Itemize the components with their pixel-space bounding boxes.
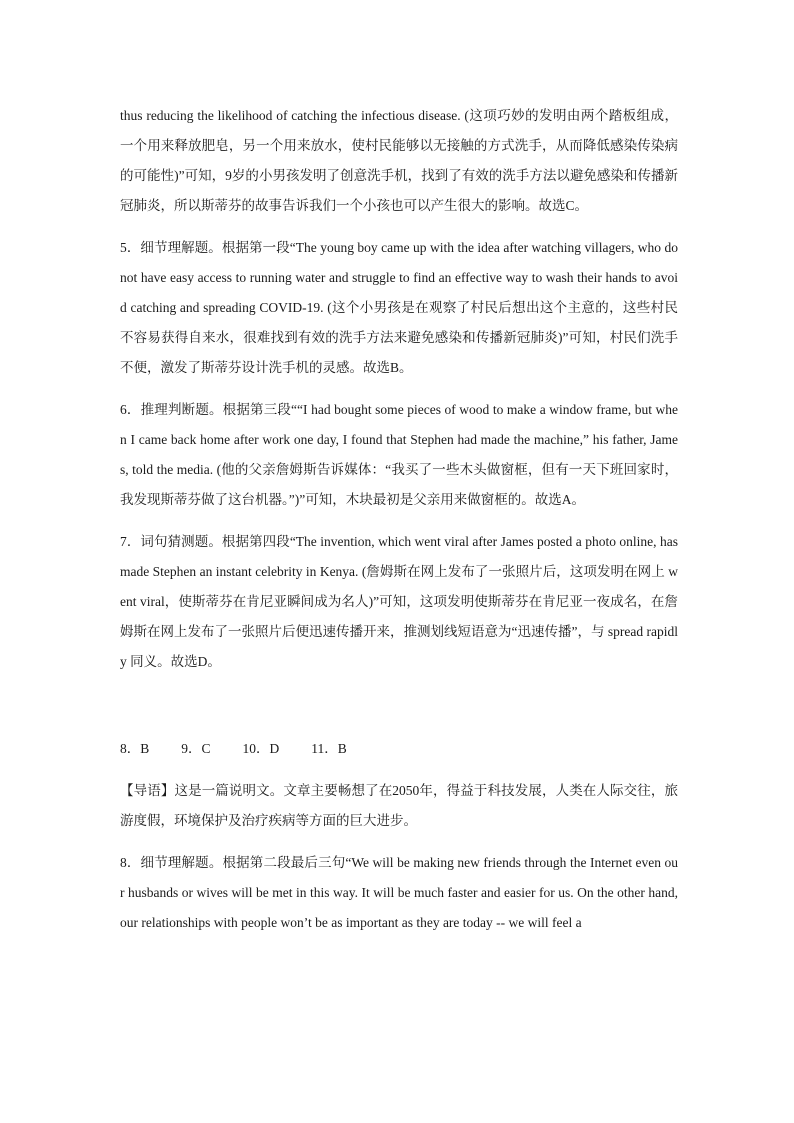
answer-key-row (120, 734, 678, 764)
document-page (120, 101, 678, 950)
paragraph-question-5: 5．细节理解题。根据第一段“The young boy came up with the idea after watching villagers, who do not have easy access to running water and struggle to find an effective way to wash their hands to avoid catching and spreading COVID-19. (这个小男孩是在观察了村民后想出这个主意的，这些村民不容易获得自来水，很难找到有效的洗手方法来避免感染和传播新冠肺炎)”可知，村民们洗手不便，激发了斯蒂芬设计洗手机的灵感。故选B。 (120, 240, 678, 375)
paragraph-answer-4-explanation: thus reducing the likelihood of catching the infectious disease. (这项巧妙的发明由两个踏板组成，一个用来释放肥皂，另一个用来放水，使村民能够以无接触的方式洗手，从而降低感染传染病的可能性)”可知，9岁的小男孩发明了创意洗手机，找到了有效的洗手方法以避免感染和传播新冠肺炎，所以斯蒂芬的故事告诉我们一个小孩也可以产生很大的影响。故选C。 (120, 108, 678, 213)
paragraph-question-6: 6．推理判断题。根据第三段““I had bought some pieces of wood to make a window frame, but when I came back home after work one day, I found that Stephen had made the machine,” his father, James, told the media. (他的父亲詹姆斯告诉媒体：“我买了一些木头做窗框，但有一天下班回家时，我发现斯蒂芬做了这台机器。”)”可知，木块最初是父亲用来做窗框的。故选A。 (120, 402, 678, 507)
section-gap (120, 689, 678, 734)
answer-11: 11．B (311, 741, 347, 756)
paragraph-question-8: 8．细节理解题。根据第二段最后三句“We will be making new friends through the Internet even our husbands or wives will be met in this way. It will be much faster and easier for us. On the other hand, our relationships with people won’t be as important as they are today -- we will feel a (120, 855, 678, 930)
answer-8: 8．B (120, 741, 150, 756)
answer-10: 10．D (242, 741, 280, 756)
paragraph-introduction: 【导语】这是一篇说明文。文章主要畅想了在2050年，得益于科技发展，人类在人际交往，旅游度假，环境保护及治疗疾病等方面的巨大进步。 (120, 783, 678, 828)
answer-9: 9．C (181, 741, 211, 756)
paragraph-question-7: 7．词句猜测题。根据第四段“The invention, which went viral after James posted a photo online, has made Stephen an instant celebrity in Kenya. (詹姆斯在网上发布了一张照片后，这项发明在网上 went viral，使斯蒂芬在肯尼亚瞬间成为名人)”可知，这项发明使斯蒂芬在肯尼亚一夜成名，在詹姆斯在网上发布了一张照片后便迅速传播开来，推测划线短语意为“迅速传播”，与 spread rapidly 同义。故选D。 (120, 534, 678, 669)
